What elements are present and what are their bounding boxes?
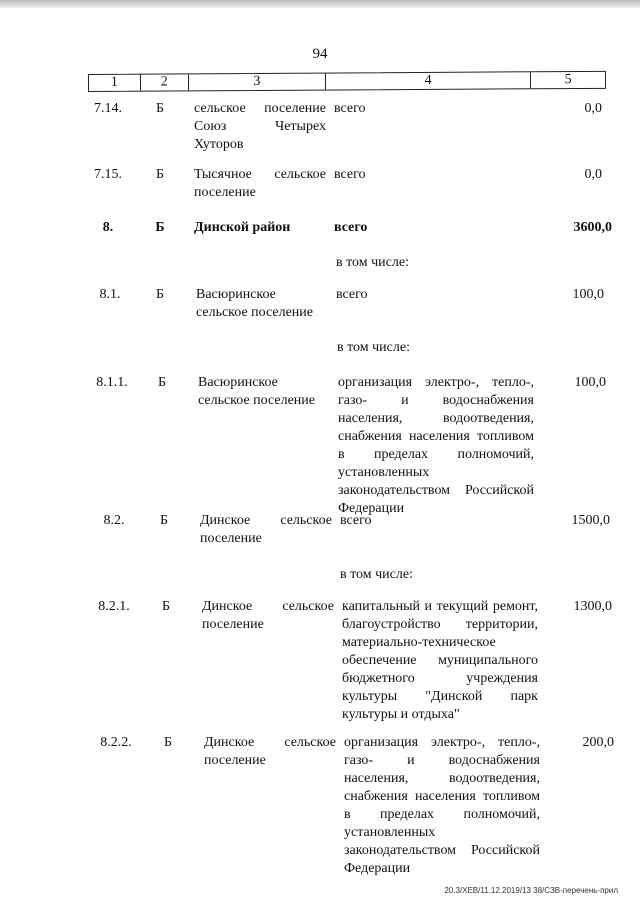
row-value: 1300,0 [573, 599, 612, 614]
header-col-2: 2 [141, 74, 189, 90]
row-value: 100,0 [574, 375, 606, 390]
scan-edge [0, 0, 640, 8]
row-letter: Б [163, 735, 173, 750]
row-number: 8. [102, 220, 114, 235]
row-description: всего [334, 101, 366, 116]
row-letter: Б [161, 599, 171, 614]
table-header [88, 71, 606, 92]
row-value: 200,0 [582, 735, 614, 750]
row-value: 0,0 [584, 167, 602, 182]
row-description: капитальный и текущий ремонт, благоустройство территории, материально-техническое обеспечение муниципального бюджетного учреждения культуры "Динской парк культуры и отдыха" [342, 599, 538, 722]
row-description: всего [336, 287, 368, 302]
in-including-text: в том числе: [336, 255, 409, 270]
header-col-3: 3 [189, 74, 327, 91]
subtotal-label [340, 566, 413, 584]
row-letter: Б [159, 513, 169, 528]
row-value: 3600,0 [573, 220, 612, 235]
row-name: Динское сельское поселение [202, 599, 334, 632]
row-name: Динской район [194, 220, 291, 235]
row-description: организация электро-, тепло-, газо- и водоснабжения населения, водоотведения, снабжения населения топливом в пределах полномочий, установленных законодательством Российской Федерации [338, 375, 534, 516]
header-col-5: 5 [564, 72, 572, 88]
row-value: 100,0 [572, 287, 604, 302]
row-value: 0,0 [584, 101, 602, 116]
document-footer: 20.3/ХЕВ/11.12.2019/13 38/СЗВ-перечень-прил [444, 886, 618, 895]
row-description: организация электро-, тепло-, газо- и водоснабжения населения, водоотведения, снабжения населения топливом в пределах полномочий, установленных законодательством Российской Федерации [344, 735, 540, 876]
row-name: Тысячное сельское поселение [194, 167, 326, 200]
row-number: 8.2.1. [98, 599, 130, 614]
row-letter: Б [155, 287, 165, 302]
row-name: Динское сельское поселение [204, 735, 336, 768]
row-number: 8.1.1. [96, 375, 128, 390]
row-number: 8.2. [103, 513, 125, 528]
page-number: 94 [312, 46, 328, 62]
row-number: 7.14. [94, 101, 122, 116]
header-col-1: 1 [89, 75, 141, 91]
row-name: Васюринское сельское поселение [198, 375, 315, 408]
row-value: 1500,0 [571, 513, 610, 528]
row-name: Васюринское сельское поселение [196, 287, 313, 320]
subtotal-label [337, 339, 410, 357]
row-letter: Б [155, 220, 165, 235]
row-description: всего [334, 220, 368, 235]
row-number: 8.2.2. [100, 735, 132, 750]
subtotal-label [336, 254, 409, 272]
row-number: 7.15. [94, 167, 122, 182]
row-description: всего [340, 513, 372, 528]
row-description: всего [334, 167, 366, 182]
row-letter: Б [155, 167, 165, 182]
row-name: Динское сельское поселение [200, 513, 332, 546]
row-letter: Б [157, 375, 167, 390]
row-name: сельское поселение Союз Четырех Хуторов [194, 101, 326, 152]
row-number: 8.1. [99, 287, 121, 302]
row-letter: Б [155, 101, 165, 116]
in-including-text: в том числе: [337, 340, 410, 355]
header-col-4: 4 [326, 72, 531, 89]
in-including-text: в том числе: [340, 567, 413, 582]
